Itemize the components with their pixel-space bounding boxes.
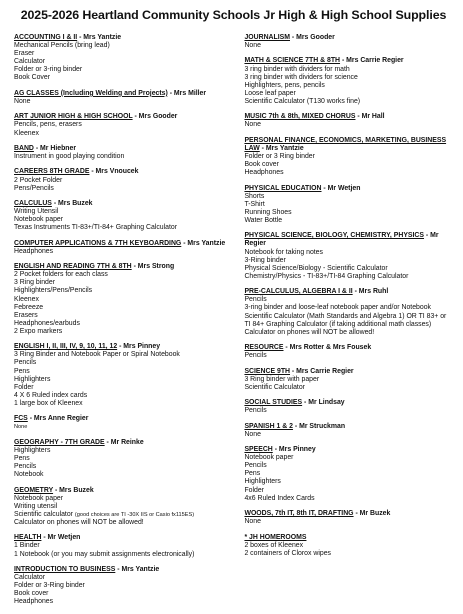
subject-section <box>14 145 238 161</box>
supply-item: Instrument in good playing condition <box>14 153 125 161</box>
teacher-name: - Mrs Carrie Regier <box>290 367 354 375</box>
teacher-name: - Mrs Vnoucek <box>89 168 139 176</box>
teacher-name: - Mrs Ruhl <box>352 288 389 296</box>
teacher-name: - Mrs Gooder <box>290 34 335 41</box>
supply-item: Scientific Calculator <box>244 383 305 391</box>
subject-name: ART JUNIOR HIGH & HIGH SCHOOL <box>14 113 133 121</box>
subject-heading <box>14 200 238 208</box>
subject-name: CALCULUS <box>14 199 52 207</box>
subject-heading <box>14 566 238 574</box>
subject-name: SPEECH <box>244 446 273 454</box>
teacher-name: - Mrs Buzek <box>53 486 94 494</box>
supply-item: 1 Notebook (or you may submit assignments electronically) <box>14 550 195 558</box>
subject-name: CAREERS 8TH GRADE <box>14 168 90 176</box>
supply-item: Highlighters/Pens/Pencils <box>14 287 93 295</box>
supply-item: Book cover <box>14 590 49 598</box>
supply-item: Pencils <box>244 296 267 304</box>
subject-name: RESOURCE <box>244 344 284 352</box>
supply-item: Loose leaf paper <box>244 89 296 97</box>
supply-item: Highlighters <box>14 375 51 383</box>
subject-section <box>244 137 453 177</box>
subject-section <box>244 232 453 281</box>
subject-section <box>244 446 453 503</box>
supply-item: Pens <box>14 455 30 462</box>
subject-heading <box>244 344 453 352</box>
supply-item: 2 Pocket folders for each class <box>14 271 108 279</box>
subject-heading <box>14 90 238 98</box>
subject-section <box>14 487 238 527</box>
supply-item: Book cover <box>244 161 279 169</box>
subject-heading <box>244 399 453 407</box>
subject-heading <box>244 57 453 65</box>
subject-name: SCIENCE 9TH <box>244 367 291 375</box>
supply-item: 4x6 Ruled Index Cards <box>244 494 315 502</box>
supply-item: Pencils, pens, erasers <box>14 121 82 129</box>
subject-heading <box>14 34 238 42</box>
subject-heading <box>244 34 453 42</box>
supply-item: Folder <box>14 383 34 391</box>
subject-heading <box>244 368 453 376</box>
teacher-name: - Mrs Buzek <box>51 199 93 207</box>
subject-heading <box>14 263 238 271</box>
subject-heading <box>244 288 453 296</box>
supply-item: Headphones/earbuds <box>14 319 80 327</box>
subject-section <box>14 200 238 232</box>
supply-item: Highlighters <box>244 478 281 486</box>
supply-item <box>14 511 238 519</box>
supply-item-note: (good choices are TI -30X IIS or Casio fx115ES) <box>74 511 195 518</box>
supply-item: 4 X 6 Ruled index cards <box>14 391 88 399</box>
subject-name: * JH HOMEROOMS <box>244 533 307 541</box>
subject-section <box>244 368 453 392</box>
supply-item: Notebook for taking notes <box>244 248 323 256</box>
teacher-name: - Mr Struckman <box>292 422 346 430</box>
supply-item: Folder or 3-ring binder <box>14 66 83 74</box>
supply-item: Folder or 3 Ring binder <box>244 153 315 161</box>
supply-item: Notebook paper <box>244 454 294 462</box>
teacher-name: - Mrs Strong <box>131 263 175 271</box>
subject-section <box>244 113 453 129</box>
subject-heading <box>244 113 453 121</box>
supply-item: Kleenex <box>14 129 39 137</box>
teacher-name: - Mr Regier <box>244 232 439 248</box>
teacher-name: - Mr Hiebner <box>33 144 77 152</box>
teacher-name: - Mrs Carrie Regier <box>340 57 404 65</box>
supply-item: Folder <box>244 486 264 494</box>
subject-section <box>244 344 453 360</box>
teacher-name: - Mr Buzek <box>353 510 391 518</box>
supply-item: Headphones <box>14 247 54 255</box>
teacher-name: - Mr Reinke <box>104 438 144 446</box>
supply-item: Kleenex <box>14 295 39 303</box>
subject-section <box>14 343 238 408</box>
supply-item: Pencils <box>244 352 267 360</box>
teacher-name: - Mr Lindsay <box>302 399 345 407</box>
subject-section <box>244 423 453 439</box>
supply-item: 3 Ring binder with paper <box>244 375 320 383</box>
supply-item: Shorts <box>244 192 265 200</box>
subject-name: INTRODUCTION TO BUSINESS <box>14 565 116 573</box>
supply-item: Calculator <box>14 58 46 66</box>
supply-item: Pencils <box>244 407 267 415</box>
supply-item: Highlighters, pens, pencils <box>244 81 325 89</box>
columns <box>14 34 453 614</box>
supply-item: Pens <box>244 470 261 478</box>
subject-heading <box>14 168 238 176</box>
subject-heading <box>14 343 238 351</box>
subject-name: SOCIAL STUDIES <box>244 399 303 407</box>
supply-item: Running Shoes <box>244 208 292 216</box>
subject-heading <box>14 534 238 542</box>
subject-name: MUSIC 7th & 8th, MIXED CHORUS <box>244 113 356 121</box>
supply-item: 3-Ring binder <box>244 256 286 264</box>
left-column <box>14 34 244 614</box>
teacher-name: - Mrs Pinney <box>272 446 316 454</box>
subject-name: PRE-CALCULUS, ALGEBRA I & II <box>244 288 353 296</box>
subject-heading <box>14 487 238 495</box>
supply-item: Chemistry/Physics - TI-83+/TI-84 Graphing Calculator <box>244 272 409 280</box>
subject-name: HEALTH <box>14 534 42 542</box>
supply-item: 1 Binder <box>14 542 40 550</box>
supply-item: 3 ring binder with dividers for science <box>244 73 358 81</box>
subject-name: ENGLISH AND READING 7TH & 8TH <box>14 263 132 271</box>
supply-item: 3 Ring Binder and Notebook Paper or Spiral Notebook <box>14 351 180 359</box>
supply-item: 2 boxes of Kleenex <box>244 541 304 549</box>
subject-name: PHYSICAL EDUCATION <box>244 184 322 192</box>
supply-item: Pens <box>14 367 30 375</box>
subject-name: AG CLASSES (Including Welding and Projects) <box>14 89 168 97</box>
subject-name: SPANISH 1 & 2 <box>244 422 293 430</box>
supply-item: Writing Utensil <box>14 208 59 216</box>
subject-section <box>244 534 453 558</box>
supply-item: T-Shirt <box>244 200 265 208</box>
subject-section <box>244 288 453 337</box>
subject-section <box>244 34 453 50</box>
supply-item: Febreeze <box>14 303 44 311</box>
subject-heading <box>244 232 453 248</box>
supply-item: Pencils <box>14 359 37 367</box>
subject-section <box>244 510 453 526</box>
supply-item: Scientific Calculator (T130 works fine) <box>244 97 361 105</box>
supply-item: Texas Instruments TI-83+/TI-84+ Graphing Calculator <box>14 224 178 232</box>
subject-section <box>14 263 238 336</box>
subject-heading <box>244 510 453 518</box>
subject-name: ENGLISH I, II, III, IV, 9, 10, 11, 12 <box>14 343 118 351</box>
subject-name: WOODS, 7th IT, 8th IT, DRAFTING <box>244 510 354 518</box>
supply-item: Highlighters <box>14 446 51 454</box>
teacher-name: - Mrs Rotter & Mrs Fousek <box>283 344 372 352</box>
teacher-name: - Mrs Yantzie <box>115 565 160 573</box>
page-title: 2025-2026 Heartland Community Schools Jr High & High School Supplies <box>20 8 447 22</box>
teacher-name: - Mrs Yantzie <box>259 144 304 152</box>
subject-heading <box>244 185 453 193</box>
supply-item: Notebook paper <box>14 494 64 502</box>
subject-section <box>14 113 238 137</box>
teacher-name: - Mrs Miller <box>167 89 207 97</box>
supply-item: Erasers <box>14 311 38 319</box>
teacher-name: - Mr Hall <box>355 113 385 121</box>
subject-name: GEOMETRY <box>14 486 54 494</box>
subject-heading <box>14 113 238 121</box>
subject-section <box>14 534 238 558</box>
subject-heading <box>244 446 453 454</box>
supply-item: 1 large box of Kleenex <box>14 399 83 407</box>
subject-heading <box>14 415 238 423</box>
supply-item: Pens/Pencils <box>14 184 54 192</box>
supply-item: Water Bottle <box>244 216 283 224</box>
subject-section <box>244 57 453 106</box>
supply-item: Notebook paper <box>14 216 64 224</box>
teacher-name: - Mr Wetjen <box>41 534 81 542</box>
subject-heading <box>244 534 453 542</box>
supply-item: Eraser <box>14 50 35 58</box>
subject-section <box>14 240 238 256</box>
subject-section <box>244 185 453 225</box>
subject-name: GEOGRAPHY - 7TH GRADE <box>14 438 105 446</box>
right-column <box>244 34 453 614</box>
supply-item: 3 Ring binder <box>14 279 55 287</box>
subject-name: JOURNALISM <box>244 34 290 41</box>
subject-section <box>14 415 238 431</box>
subject-section <box>14 439 238 479</box>
subject-section <box>14 90 238 106</box>
supply-item: Writing utensil <box>14 502 58 510</box>
supply-item: Pencils <box>14 463 37 471</box>
teacher-name: - Mr Wetjen <box>321 184 361 192</box>
supply-item: Headphones <box>14 598 54 606</box>
subject-section <box>244 399 453 415</box>
subject-name: COMPUTER APPLICATIONS & 7TH KEYBOARDING <box>14 239 182 247</box>
supply-item: 2 Pocket Folder <box>14 176 63 184</box>
supply-item: None <box>244 42 261 50</box>
subject-section <box>14 168 238 192</box>
supply-paragraph: 3-ring binder and loose-leaf notebook paper and/or Notebook Scientific Calculator (Math Standards and Algebra 1) OR TI 83+ or TI 84+ Graphing Calculator (if taking additional math classes) Calculator on phones will NOT be allowed! <box>244 304 447 336</box>
subject-section <box>14 566 238 606</box>
subject-name: PERSONAL FINANCE, ECONOMICS, MARKETING, BUSINESS LAW <box>244 136 447 152</box>
supply-item: 3 ring binder with dividers for math <box>244 65 350 73</box>
subject-name: ACCOUNTING I & II <box>14 34 78 41</box>
supply-item: Headphones <box>244 169 284 177</box>
subject-name: PHYSICAL SCIENCE, BIOLOGY, CHEMISTRY, PHYSICS <box>244 232 425 240</box>
supply-item: Mechanical Pencils (bring lead) <box>14 42 110 50</box>
supply-item: None <box>14 97 31 105</box>
supply-item: 2 Expo markers <box>14 327 63 335</box>
supply-item: Calculator on phones will NOT be allowed! <box>14 518 144 526</box>
subject-heading <box>244 423 453 431</box>
subject-section <box>14 34 238 83</box>
teacher-name: - Mrs Pinney <box>117 343 161 351</box>
supply-item: Calculator <box>14 574 46 582</box>
subject-heading <box>14 439 238 447</box>
subject-name: BAND <box>14 144 34 152</box>
subject-name: MATH & SCIENCE 7TH & 8TH <box>244 57 341 65</box>
subject-heading <box>14 145 238 153</box>
supply-item: Pencils <box>244 462 267 470</box>
supply-item: Folder or 3-Ring binder <box>14 582 85 590</box>
supply-item: None <box>244 518 261 526</box>
teacher-name: - Mrs Anne Regier <box>27 415 89 423</box>
supply-item: None <box>244 121 261 129</box>
supply-item-text: Scientific calculator <box>14 510 75 518</box>
subject-heading <box>14 240 238 248</box>
subject-name: FCS <box>14 415 28 423</box>
teacher-name: - Mrs Yantzie <box>181 239 226 247</box>
supply-item: None <box>244 430 261 438</box>
teacher-name: - Mrs Yantzie <box>77 34 122 41</box>
supply-item: Physical Science/Biology - Scientific Calculator <box>244 264 388 272</box>
teacher-name: - Mrs Gooder <box>132 113 178 121</box>
supply-item: 2 containers of Clorox wipes <box>244 549 331 557</box>
supply-item: Book Cover <box>14 74 51 82</box>
supply-item: None <box>14 424 28 431</box>
subject-heading <box>244 137 453 153</box>
supply-item: Notebook <box>14 471 44 479</box>
